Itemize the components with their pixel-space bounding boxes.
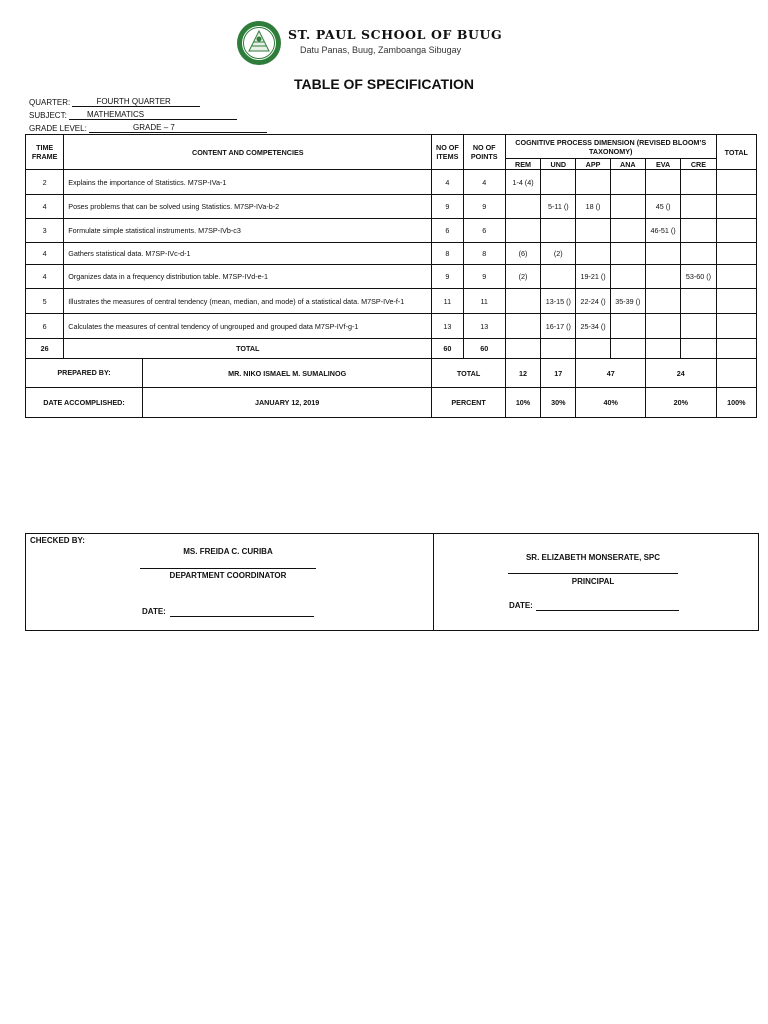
total-label: TOTAL <box>64 339 432 359</box>
table-row <box>26 243 757 265</box>
points-cell: 6 <box>463 219 505 243</box>
cre-cell <box>681 243 716 265</box>
content-cell: Illustrates the measures of central tendency (mean, median, and mode) of a statistical data. M7SP-IVe-f-1 <box>64 289 432 314</box>
content-cell: Calculates the measures of central tendency of ungrouped and grouped data M7SP-IVf-g-1 <box>64 314 432 339</box>
subject-underline-pre <box>69 110 87 120</box>
checked-label: CHECKED BY: <box>30 536 85 545</box>
percent-label: PERCENT <box>432 388 506 418</box>
app-cell: 25-34 () <box>576 314 610 339</box>
app-cell <box>576 339 610 359</box>
total-cell <box>716 195 756 219</box>
time-cell: 5 <box>26 289 64 314</box>
points-cell: 8 <box>463 243 505 265</box>
prepared-total <box>716 359 756 388</box>
ana-cell <box>610 195 645 219</box>
total-items: 60 <box>432 339 463 359</box>
grade-underline-post <box>175 123 267 133</box>
coordinator-title: DEPARTMENT COORDINATOR <box>169 571 287 580</box>
cre-cell <box>681 170 716 195</box>
points-cell: 4 <box>463 170 505 195</box>
school-header <box>236 20 536 68</box>
eva-cell: 46-51 () <box>645 219 680 243</box>
principal-title: PRINCIPAL <box>571 577 615 586</box>
content-cell: Gathers statistical data. M7SP-IVc-d-1 <box>64 243 432 265</box>
total-cell <box>716 170 756 195</box>
eva-cell <box>645 314 680 339</box>
header-und: UND <box>541 159 576 170</box>
box-divider <box>433 534 434 630</box>
total-cell <box>716 339 756 359</box>
und-cell: 16-17 () <box>541 314 576 339</box>
quarter-label: QUARTER: <box>29 98 71 107</box>
points-cell: 9 <box>463 265 505 289</box>
checked-by-box <box>25 533 759 631</box>
school-address: Datu Panas, Buug, Zamboanga Sibugay <box>300 45 462 55</box>
rem-cell <box>505 289 540 314</box>
rem-cell <box>505 339 540 359</box>
und-cell <box>541 219 576 243</box>
content-cell: Formulate simple statistical instruments. M7SP-IVb-c3 <box>64 219 432 243</box>
prepared-total-label: TOTAL <box>432 359 506 388</box>
principal-name: SR. ELIZABETH MONSERATE, SPC <box>525 553 661 562</box>
items-cell: 9 <box>432 265 463 289</box>
table-row <box>26 289 757 314</box>
quarter-value: FOURTH QUARTER <box>96 97 171 106</box>
rem-cell <box>505 219 540 243</box>
time-cell: 6 <box>26 314 64 339</box>
points-cell: 13 <box>463 314 505 339</box>
items-cell: 8 <box>432 243 463 265</box>
app-cell <box>576 170 610 195</box>
subject-underline-post <box>143 110 237 120</box>
ana-cell <box>610 265 645 289</box>
total-points: 60 <box>463 339 505 359</box>
items-cell: 4 <box>432 170 463 195</box>
quarter-underline-pre <box>72 97 96 107</box>
ana-cell <box>610 339 645 359</box>
table-row <box>26 195 757 219</box>
eva-cell <box>645 243 680 265</box>
school-logo <box>236 20 282 66</box>
header-rem: REM <box>505 159 540 170</box>
grade-line <box>29 123 267 133</box>
grade-underline-pre <box>89 123 133 133</box>
total-cell <box>716 219 756 243</box>
header-content: CONTENT AND COMPETENCIES <box>64 135 432 170</box>
total-row <box>26 339 757 359</box>
und-cell <box>541 265 576 289</box>
cre-cell <box>681 219 716 243</box>
rem-cell: (2) <box>505 265 540 289</box>
accomplished-label: DATE ACCOMPLISHED: <box>26 388 143 417</box>
ana-cell: 35-39 () <box>610 289 645 314</box>
prepared-rem: 12 <box>505 359 540 388</box>
prepared-row <box>26 359 757 388</box>
time-cell: 4 <box>26 243 64 265</box>
eva-cell: 45 () <box>645 195 680 219</box>
prepared-cell <box>26 359 432 388</box>
content-cell: Organizes data in a frequency distribution table. M7SP-IVd-e-1 <box>64 265 432 289</box>
rem-cell <box>505 314 540 339</box>
coordinator-signature-line <box>140 568 316 569</box>
percent-app-ana: 40% <box>576 388 646 418</box>
quarter-underline-post <box>156 97 200 107</box>
items-cell: 6 <box>432 219 463 243</box>
prepared-app-ana: 47 <box>576 359 646 388</box>
und-cell <box>541 170 576 195</box>
header-cre: CRE <box>681 159 716 170</box>
points-cell: 11 <box>463 289 505 314</box>
total-cell <box>716 314 756 339</box>
percent-und: 30% <box>541 388 576 418</box>
coordinator-date-label: DATE: <box>142 607 166 616</box>
eva-cell <box>645 170 680 195</box>
eva-cell <box>645 265 680 289</box>
header-row <box>26 135 757 159</box>
header-ana: ANA <box>610 159 645 170</box>
percent-eva-cre: 20% <box>645 388 716 418</box>
prepared-label: PREPARED BY: <box>26 359 143 387</box>
time-cell: 2 <box>26 170 64 195</box>
und-cell <box>541 339 576 359</box>
header-time-frame: TIME FRAME <box>26 135 64 170</box>
prepared-name: MR. NIKO ISMAEL M. SUMALINOG <box>228 368 347 378</box>
subject-label: SUBJECT: <box>29 111 67 120</box>
ana-cell <box>610 314 645 339</box>
items-cell: 13 <box>432 314 463 339</box>
app-cell <box>576 243 610 265</box>
content-cell: Poses problems that can be solved using Statistics. M7SP-IVa-b-2 <box>64 195 432 219</box>
percent-rem: 10% <box>505 388 540 418</box>
page-title: TABLE OF SPECIFICATION <box>294 76 474 92</box>
content-cell: Explains the importance of Statistics. M7SP-IVa-1 <box>64 170 432 195</box>
quarter-line <box>29 97 200 107</box>
grade-label: GRADE LEVEL: <box>29 124 87 133</box>
app-cell <box>576 219 610 243</box>
grade-value: GRADE – 7 <box>133 123 175 132</box>
subject-value: MATHEMATICS <box>87 110 145 119</box>
prepared-eva-cre: 24 <box>645 359 716 388</box>
points-cell: 9 <box>463 195 505 219</box>
header-no-points: NO OF POINTS <box>463 135 505 170</box>
app-cell: 18 () <box>576 195 610 219</box>
specification-table <box>25 134 757 418</box>
ana-cell <box>610 243 645 265</box>
total-cell <box>716 289 756 314</box>
cre-cell <box>681 195 716 219</box>
header-app: APP <box>576 159 610 170</box>
eva-cell <box>645 289 680 314</box>
percent-total: 100% <box>716 388 756 418</box>
subject-line <box>29 110 237 120</box>
coordinator-name: MS. FREIDA C. CURIBA <box>183 547 273 556</box>
app-cell: 19-21 () <box>576 265 610 289</box>
rem-cell: 1-4 (4) <box>505 170 540 195</box>
accomplished-date: JANUARY 12, 2019 <box>254 398 320 407</box>
principal-signature-line <box>508 573 678 574</box>
table-row <box>26 265 757 289</box>
table-row <box>26 219 757 243</box>
table-row <box>26 170 757 195</box>
time-cell: 4 <box>26 195 64 219</box>
accomplished-cell <box>26 388 432 418</box>
cre-cell <box>681 289 716 314</box>
time-cell: 3 <box>26 219 64 243</box>
total-cell <box>716 243 756 265</box>
table-row <box>26 314 757 339</box>
und-cell: (2) <box>541 243 576 265</box>
ana-cell <box>610 219 645 243</box>
header-total: TOTAL <box>716 135 756 170</box>
time-cell: 4 <box>26 265 64 289</box>
cre-cell <box>681 314 716 339</box>
header-cognitive: COGNITIVE PROCESS DIMENSION (REVISED BLOOM’S TAXONOMY) <box>505 135 716 159</box>
principal-date-line <box>536 610 679 611</box>
cre-cell: 53-60 () <box>681 265 716 289</box>
items-cell: 9 <box>432 195 463 219</box>
header-eva: EVA <box>645 159 680 170</box>
app-cell: 22-24 () <box>576 289 610 314</box>
und-cell: 5-11 () <box>541 195 576 219</box>
cre-cell <box>681 339 716 359</box>
total-time: 26 <box>26 339 64 359</box>
rem-cell <box>505 195 540 219</box>
accomplished-row <box>26 388 757 418</box>
und-cell: 13-15 () <box>541 289 576 314</box>
school-name: ST. PAUL SCHOOL OF BUUG <box>288 27 503 42</box>
header-no-items: NO OF ITEMS <box>432 135 463 170</box>
total-cell <box>716 265 756 289</box>
prepared-und: 17 <box>541 359 576 388</box>
rem-cell: (6) <box>505 243 540 265</box>
ana-cell <box>610 170 645 195</box>
principal-date-label: DATE: <box>509 601 533 610</box>
items-cell: 11 <box>432 289 463 314</box>
eva-cell <box>645 339 680 359</box>
coordinator-date-line <box>170 616 314 617</box>
